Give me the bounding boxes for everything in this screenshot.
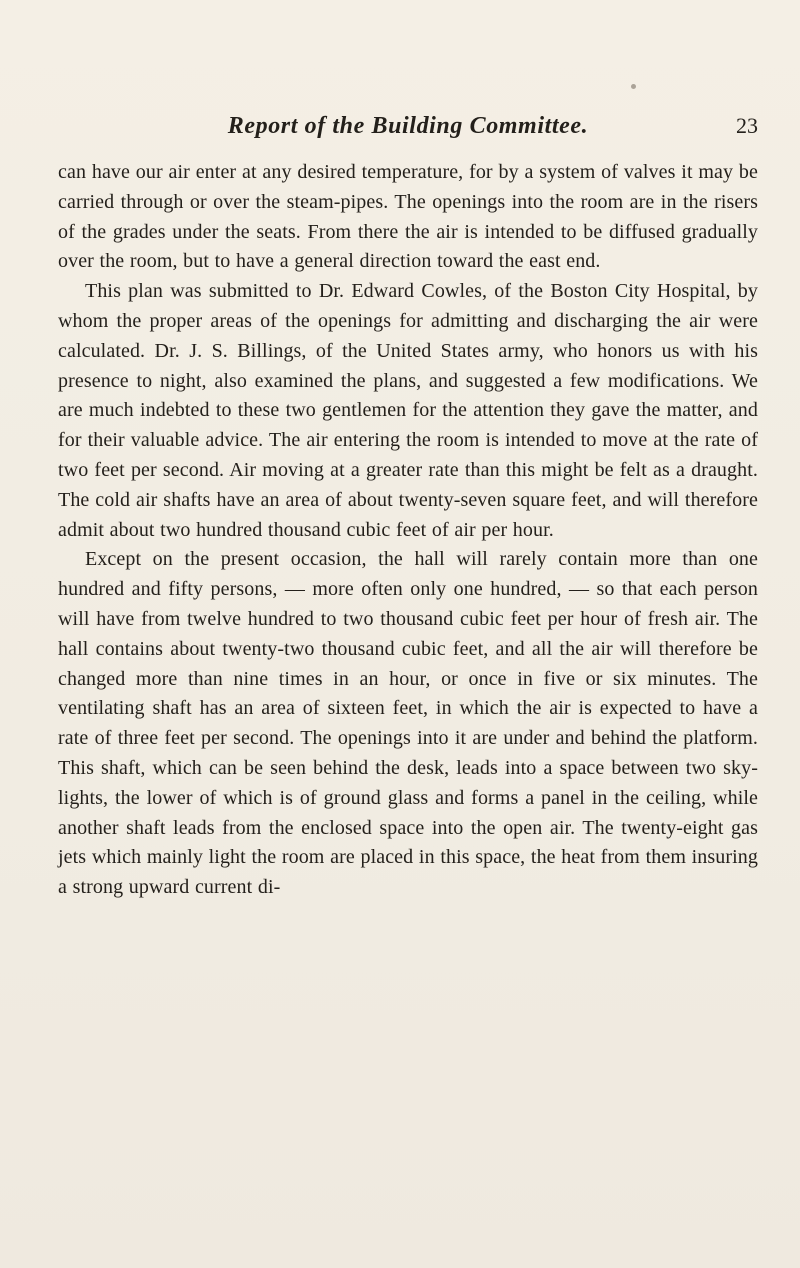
running-title: Report of the Building Committee. xyxy=(227,113,589,139)
page-number: 23 xyxy=(736,113,758,138)
running-head xyxy=(58,108,758,144)
paragraph-3: Except on the present occasion, the hall will rarely contain more than one hundred and fifty persons, — more often only one hundred, — so that each person will have from twelve hundred to two thousand cubic feet per hour of fresh air. The hall contains about twenty-two thousand cubic feet, and all the air will therefore be changed more than nine times in an hour, or once in five or six minutes. The ventilating shaft has an area of sixteen feet, in which the air is expected to have a rate of three feet per second. The openings into it are under and behind the platform. This shaft, which can be seen behind the desk, leads into a space between two sky-lights, the lower of which is of ground glass and forms a panel in the ceiling, while another shaft leads from the enclosed space into the open air. The twenty-eight gas jets which mainly light the room are placed in this space, the heat from them insuring a strong upward current di- xyxy=(58,548,758,899)
body-text xyxy=(58,158,758,903)
ink-speck xyxy=(631,84,636,89)
paragraph-1: can have our air enter at any desired temperature, for by a system of valves it may be carried through or over the steam-pipes. The openings into the room are in the risers of the grades under the seats. From there the air is intended to be diffused gradually over the room, but to have a general direction toward the east end. xyxy=(58,161,758,273)
paragraph-2: This plan was submitted to Dr. Edward Cowles, of the Boston City Hospital, by whom the proper areas of the openings for admitting and discharging the air were calculated. Dr. J. S. Billings, of the United States army, who honors us with his presence to night, also examined the plans, and suggested a few modifications. We are much indebted to these two gentlemen for the attention they gave the matter, and for their valuable advice. The air entering the room is intended to move at the rate of two feet per second. Air moving at a greater rate than this might be felt as a draught. The cold air shafts have an area of about twenty-seven square feet, and will therefore admit about two hundred thousand cubic feet of air per hour. xyxy=(58,280,758,541)
